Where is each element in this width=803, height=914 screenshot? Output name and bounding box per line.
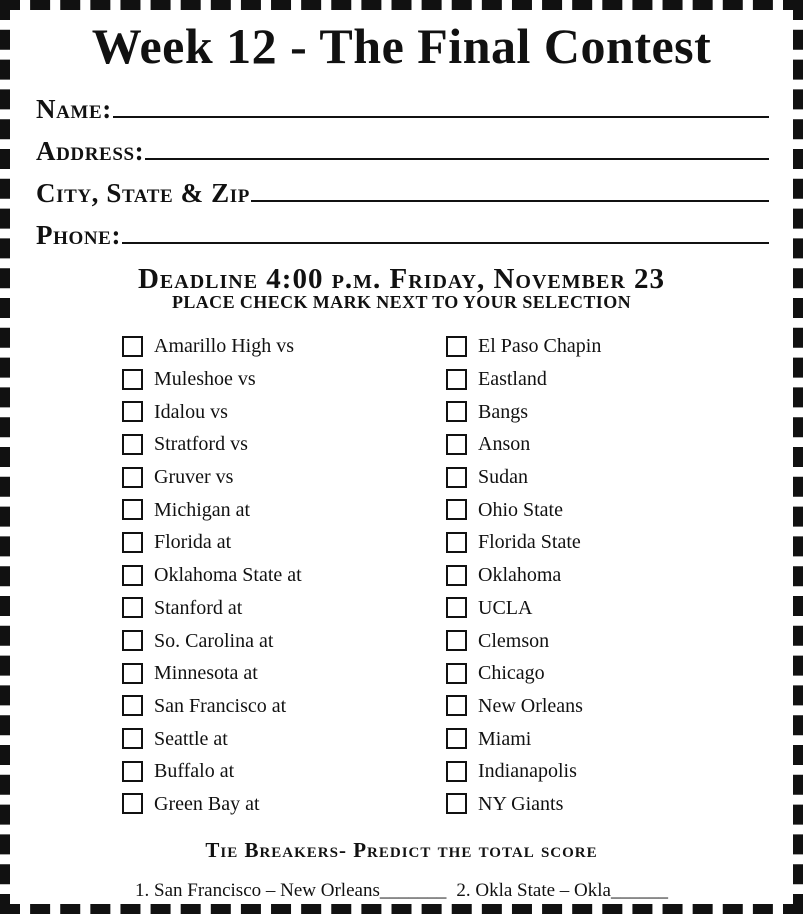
game-option-left[interactable] [122,624,302,657]
address-label: Address: [36,136,145,166]
game-option-left[interactable] [122,461,302,494]
team-label: Oklahoma [478,564,562,587]
team-label: Ohio State [478,498,563,521]
game-option-right[interactable] [446,363,601,396]
team-label: Sudan [478,466,528,489]
instructions-text: PLACE CHECK MARK NEXT TO YOUR SELECTION [171,292,631,312]
game-option-right[interactable] [446,657,601,690]
tie-breakers-heading: Tie Breakers- Predict the total score [205,838,598,862]
team-label: El Paso Chapin [478,335,602,358]
team-label: Florida at [154,531,232,554]
checkbox-icon[interactable] [446,695,467,716]
tie-breakers-items [10,880,793,902]
game-option-left[interactable] [122,755,302,788]
game-option-left[interactable] [122,428,302,461]
team-label: Stratford vs [154,433,248,456]
game-option-right[interactable] [446,330,601,363]
team-label: Michigan at [154,498,251,521]
game-option-left[interactable] [122,722,302,755]
team-label: Seattle at [154,727,228,750]
checkbox-icon[interactable] [446,761,467,782]
team-label: Miami [478,727,532,750]
checkbox-icon[interactable] [446,434,467,455]
game-option-left[interactable] [122,788,302,821]
name-label: Name: [36,94,112,124]
city-state-zip-label: City, State & Zip [36,178,250,208]
checkbox-icon[interactable] [122,728,143,749]
checkbox-icon[interactable] [446,532,467,553]
game-option-left[interactable] [122,363,302,396]
team-label: Gruver vs [154,466,234,489]
team-label: New Orleans [478,694,583,717]
team-label: So. Carolina at [154,629,274,652]
team-label: Clemson [478,629,550,652]
game-option-right[interactable] [446,755,601,788]
checkbox-icon[interactable] [122,434,143,455]
checkbox-icon[interactable] [122,499,143,520]
right-team-column [446,330,601,820]
checkbox-icon[interactable] [122,793,143,814]
game-option-left[interactable] [122,395,302,428]
game-option-left[interactable] [122,526,302,559]
name-line[interactable] [113,116,769,118]
checkbox-icon[interactable] [446,630,467,651]
game-option-right[interactable] [446,493,601,526]
checkbox-icon[interactable] [446,728,467,749]
checkbox-icon[interactable] [446,565,467,586]
game-option-right[interactable] [446,690,601,723]
phone-field[interactable] [36,219,769,249]
game-option-right[interactable] [446,428,601,461]
team-label: Amarillo High vs [154,335,294,358]
team-label: Florida State [478,531,581,554]
checkbox-icon[interactable] [446,369,467,390]
checkbox-icon[interactable] [122,663,143,684]
checkbox-icon[interactable] [122,630,143,651]
team-label: Anson [478,433,531,456]
checkbox-icon[interactable] [446,597,467,618]
team-label: Stanford at [154,596,243,619]
checkbox-icon[interactable] [122,597,143,618]
game-option-right[interactable] [446,559,601,592]
team-label: Buffalo at [154,760,235,783]
game-option-right[interactable] [446,395,601,428]
game-option-left[interactable] [122,559,302,592]
checkbox-icon[interactable] [122,532,143,553]
game-option-right[interactable] [446,788,601,821]
game-option-right[interactable] [446,526,601,559]
checkbox-icon[interactable] [122,565,143,586]
team-label: Minnesota at [154,662,258,685]
checkbox-icon[interactable] [122,336,143,357]
team-label: NY Giants [478,792,564,815]
checkbox-icon[interactable] [446,663,467,684]
left-team-column [122,330,302,820]
game-option-left[interactable] [122,493,302,526]
team-label: Oklahoma State at [154,564,302,587]
checkbox-icon[interactable] [122,401,143,422]
team-label: Idalou vs [154,400,228,423]
team-label: Eastland [478,368,547,391]
team-label: UCLA [478,596,533,619]
checkbox-icon[interactable] [446,336,467,357]
checkbox-icon[interactable] [122,695,143,716]
team-label: Bangs [478,400,528,423]
team-label: Indianapolis [478,760,577,783]
checkbox-icon[interactable] [446,499,467,520]
deadline-heading: Deadline 4:00 p.m. Friday, November 23 [137,263,666,295]
checkbox-icon[interactable] [446,793,467,814]
checkbox-icon[interactable] [122,761,143,782]
game-option-left[interactable] [122,330,302,363]
tie-breaker-2[interactable]: 2. Okla State – Okla______ [456,880,668,901]
checkbox-icon[interactable] [122,369,143,390]
game-option-right[interactable] [446,722,601,755]
game-option-right[interactable] [446,624,601,657]
game-option-left[interactable] [122,690,302,723]
phone-label: Phone: [36,220,122,250]
team-label: Green Bay at [154,792,260,815]
address-field[interactable] [36,135,769,165]
game-option-right[interactable] [446,461,601,494]
team-label: San Francisco at [154,694,287,717]
game-option-left[interactable] [122,592,302,625]
checkbox-icon[interactable] [446,467,467,488]
city-state-zip-line[interactable] [251,200,769,202]
game-option-left[interactable] [122,657,302,690]
tie-breaker-1[interactable]: 1. San Francisco – New Orleans_______ [135,880,447,901]
game-option-right[interactable] [446,592,601,625]
team-label: Chicago [478,662,545,685]
team-label: Muleshoe vs [154,368,256,391]
form-title: Week 12 - The Final Contest [91,18,712,74]
phone-line[interactable] [122,242,769,244]
name-field[interactable] [36,93,769,123]
checkbox-icon[interactable] [446,401,467,422]
city-state-zip-field[interactable] [36,177,769,207]
checkbox-icon[interactable] [122,467,143,488]
address-line[interactable] [145,158,769,160]
